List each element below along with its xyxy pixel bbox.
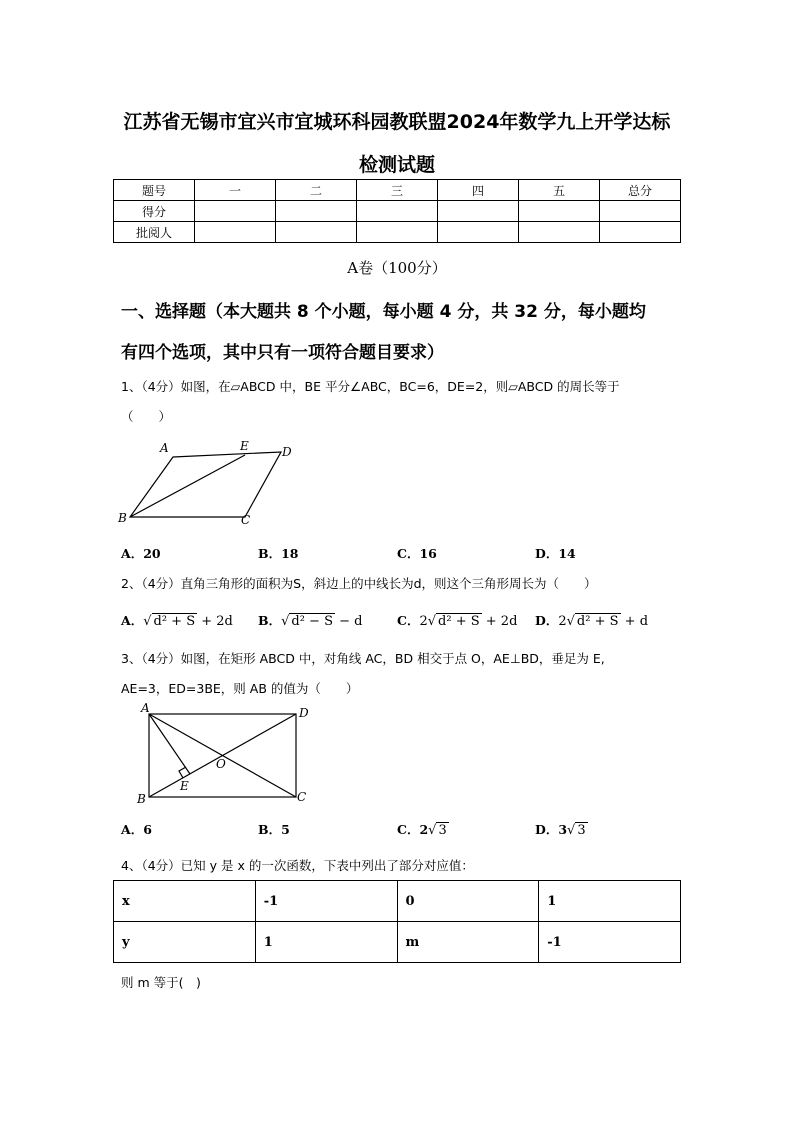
q1-option-a: A．20 [121, 546, 161, 561]
q2-option-d: D．2√ d² + S + d [535, 613, 649, 629]
q1-option-d: D．14 [535, 546, 576, 561]
score-header-cell: 总分 [600, 180, 681, 201]
q4-followup: 则 m 等于( ) [121, 975, 201, 990]
label-o: O [216, 757, 226, 771]
q1-text-line1: 1、（4分）如图，在▱ABCD 中，BE 平分∠ABC，BC=6，DE=2，则▱ABCD 的周长等于 [121, 379, 620, 394]
segment-be [130, 455, 245, 517]
q2-option-a: A．√ d² + S + 2d [121, 613, 233, 629]
table-row [114, 922, 681, 963]
score-header-cell: 三 [357, 180, 438, 201]
q2-option-b: B．√ d² − S − d [258, 613, 363, 629]
parallelogram-shape [130, 452, 281, 517]
table-cell: 1 [255, 922, 397, 963]
radicand: d² + S [438, 614, 480, 629]
label-e: E [240, 439, 249, 453]
score-cell [438, 222, 519, 243]
score-cell [519, 201, 600, 222]
score-cell [276, 222, 357, 243]
table-cell: 0 [397, 881, 539, 922]
score-table-row [114, 201, 681, 222]
exam-title-line1: 江苏省无锡市宜兴市宜城环科园教联盟2024年数学九上开学达标 [123, 111, 671, 133]
label-d: D [299, 706, 309, 720]
label-b: B [118, 511, 127, 525]
radicand: d² + S [576, 614, 619, 629]
option-letter: D． [535, 613, 559, 628]
table-cell: -1 [539, 922, 681, 963]
label-b: B [137, 792, 146, 806]
score-table-row [114, 222, 681, 243]
q3-text-line1: 3、（4分）如图，在矩形 ABCD 中，对角线 AC，BD 相交于点 O，AE⊥BD，垂足为 E, [121, 651, 605, 666]
q3-option-b: B．5 [258, 822, 290, 837]
q3-option-a: A．6 [121, 822, 152, 837]
sqrt-sign: √ [428, 823, 437, 838]
table-cell: -1 [255, 881, 397, 922]
score-cell [357, 201, 438, 222]
label-c: C [297, 790, 307, 804]
score-header-cell: 二 [276, 180, 357, 201]
score-row-label: 得分 [114, 201, 195, 222]
table-cell: m [397, 922, 539, 963]
sqrt-sign: √ [427, 614, 437, 629]
score-cell [276, 201, 357, 222]
option-letter: C． [397, 613, 420, 628]
q1-option-b: B．18 [258, 546, 299, 561]
score-cell [600, 222, 681, 243]
option-letter: A． [121, 613, 144, 628]
q3-option-c: C．2√ 3 [397, 822, 447, 838]
q3-option-d: D．3√ 3 [535, 822, 586, 838]
q1-parallelogram-figure [115, 438, 300, 530]
score-row-label: 批阅人 [114, 222, 195, 243]
score-cell [357, 222, 438, 243]
label-c: C [241, 513, 251, 527]
label-e: E [180, 779, 189, 793]
label-a: A [160, 441, 169, 455]
q1-option-c: C．16 [397, 546, 437, 561]
score-header-cell: 题号 [114, 180, 195, 201]
label-d: D [282, 445, 292, 459]
q2-option-c: C．2√ d² + S + 2d [397, 613, 518, 629]
option-letter: B． [258, 613, 282, 628]
q4-values-table [113, 880, 681, 963]
part-heading-line2: 有四个选项，其中只有一项符合题目要求） [121, 343, 444, 363]
score-cell [195, 201, 276, 222]
score-header-cell: 一 [195, 180, 276, 201]
score-cell [195, 222, 276, 243]
exam-title-line2: 检测试题 [358, 154, 435, 176]
segment-ae [149, 714, 190, 774]
table-cell: 1 [539, 881, 681, 922]
score-header-cell: 五 [519, 180, 600, 201]
q1-text-line2: （ ） [121, 409, 172, 424]
sqrt-sign: √ [281, 614, 290, 629]
q3-rectangle-figure [132, 700, 317, 808]
table-row [114, 881, 681, 922]
sqrt-sign: √ [566, 614, 575, 629]
q2-text: 2、（4分）直角三角形的面积为S，斜边上的中线长为d，则这个三角形周长为（ ） [121, 576, 597, 591]
score-table-header-row [114, 180, 681, 201]
radicand: d² + S [153, 614, 196, 629]
label-a: A [141, 701, 150, 715]
table-cell: y [114, 922, 256, 963]
sqrt-sign: √ [143, 614, 152, 629]
score-cell [600, 201, 681, 222]
section-title: A卷（100分） [347, 259, 447, 277]
q3-text-line2: AE=3，ED=3BE，则 AB 的值为（ ） [121, 681, 359, 696]
score-table [113, 179, 681, 243]
score-cell [438, 201, 519, 222]
table-cell: x [114, 881, 256, 922]
q4-text: 4、（4分）已知 y 是 x 的一次函数，下表中列出了部分对应值： [121, 858, 474, 873]
score-header-cell: 四 [438, 180, 519, 201]
part-heading-line1: 一、选择题（本大题共 8 个小题，每小题 4 分，共 32 分，每小题均 [121, 302, 646, 322]
score-cell [519, 222, 600, 243]
radicand: d² − S [291, 614, 333, 629]
sqrt-sign: √ [567, 823, 576, 838]
